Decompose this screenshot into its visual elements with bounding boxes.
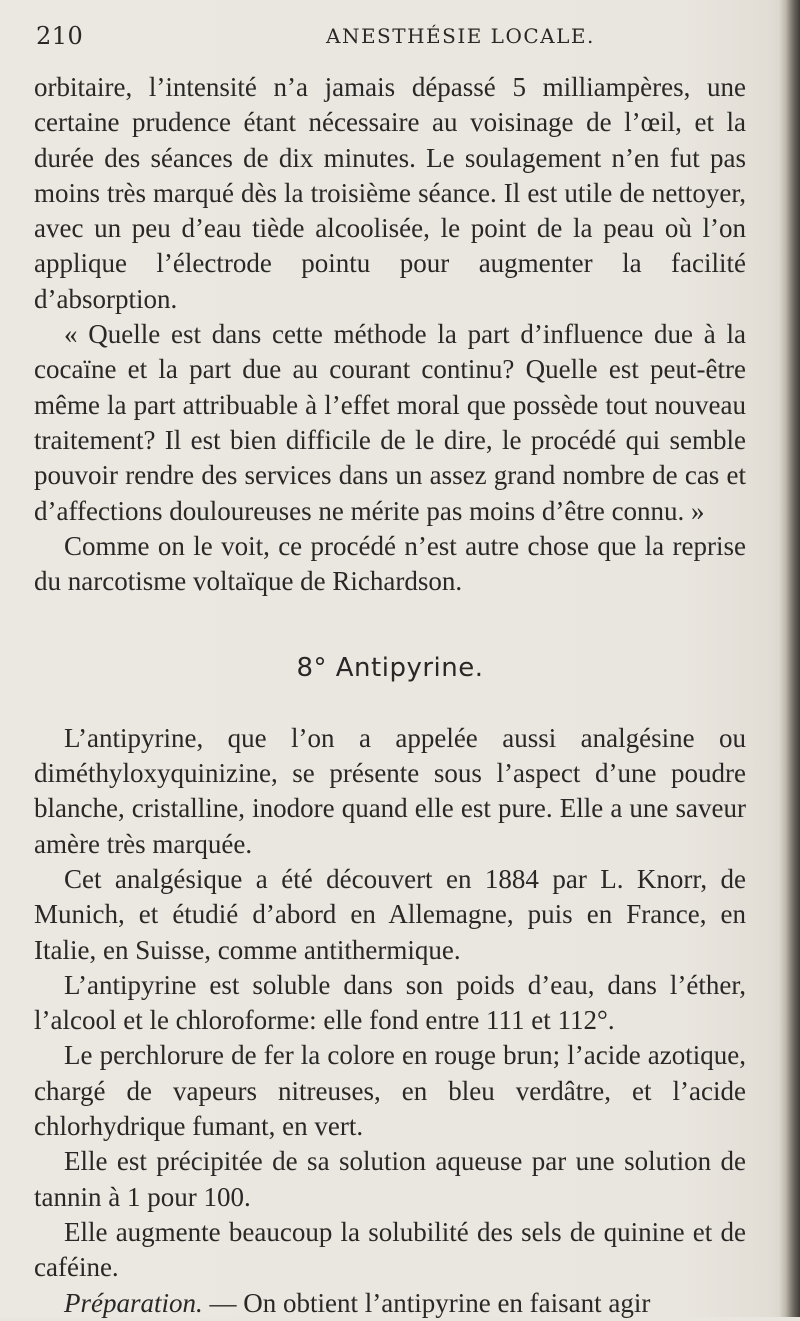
paragraph: L’antipyrine est soluble dans son poids d’eau, dans l’éther, l’alcool et le chloroforme: elle fond entre 111 et 112°. [34,969,746,1036]
paragraph: Comme on le voit, ce procédé n’est autre chose que la reprise du narcotisme voltaïque de Richardson. [34,530,746,597]
paragraph: Elle augmente beaucoup la solubilité des sels de quinine et de caféine. [34,1216,746,1283]
body-text [34,70,746,1321]
paragraph: L’antipyrine, que l’on a appelée aussi analgésine ou diméthyloxyquinizine, se présente sous l’aspect d’une poudre blanche, cristalline, inodore quand elle est pure. Elle a une saveur amère très marquée. [34,722,746,859]
page-number: 210 [36,22,84,50]
paragraph: « Quelle est dans cette méthode la part d’influence due à la cocaïne et la part due au courant continu? Quelle est peut-être même la part attribuable à l’effet moral que possède tout nouveau traitement? Il est bien difficile de le dire, le procédé qui semble pouvoir rendre des services dans un assez grand nombre de cas et d’affections douloureuses ne mérite pas moins d’être connu. » [34,319,746,526]
running-head: ANESTHÉSIE LOCALE. [326,24,595,48]
paragraph: Cet analgésique a été découvert en 1884 par L. Knorr, de Munich, et étudié d’abord en Allemagne, puis en France, en Italie, en Suisse, comme antithermique. [34,863,746,965]
preparation-label: Préparation. [64,1287,203,1318]
paragraph: Le perchlorure de fer la colore en rouge brun; l’acide azotique, chargé de vapeurs nitreuses, en bleu verdâtre, et l’acide chlorhydrique fumant, en vert. [34,1040,746,1142]
page-header [36,18,736,52]
paragraph: orbitaire, l’intensité n’a jamais dépassé 5 milliampères, une certaine prudence étant nécessaire au voisinage de l’œil, et la durée des séances de dix minutes. Le soulagement n’en fut pas moins très marqué dès la troisième séance. Il est utile de nettoyer, avec un peu d’eau tiède alcoolisée, le point de la peau où l’on applique l’électrode pointu pour augmenter la facilité d’absorption. [34,72,746,314]
paragraph: Elle est précipitée de sa solution aqueuse par une solution de tannin à 1 pour 100. [34,1146,746,1212]
paragraph-preparation [34,1286,746,1321]
section-heading: 8° Antipyrine. [296,653,484,684]
page-edge-shadow [778,0,800,1317]
preparation-text: — On obtient l’antipyrine en faisant agir [202,1287,651,1318]
